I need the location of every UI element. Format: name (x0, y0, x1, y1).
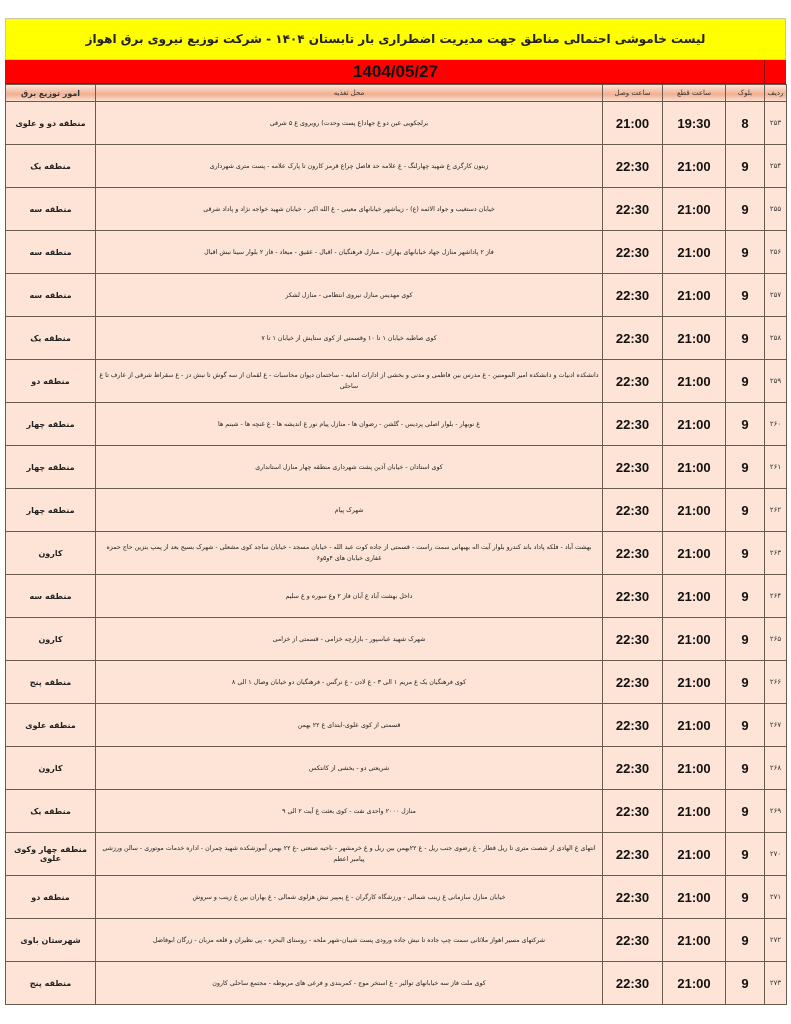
table-row (6, 231, 787, 274)
row-index: ۲۷۱ (765, 876, 787, 919)
row-cut-time: 21:00 (663, 790, 726, 833)
row-block: 9 (726, 704, 765, 747)
row-region: کارون (6, 618, 96, 661)
table-row (6, 876, 787, 919)
row-cut-time: 21:00 (663, 962, 726, 1005)
row-index: ۲۵۶ (765, 231, 787, 274)
row-feed-area: کوی استادان - خیابان آذین پشت شهرداری منطقه چهار منازل استانداری (96, 446, 603, 489)
row-cut-time: 21:00 (663, 403, 726, 446)
date-band (5, 60, 786, 84)
row-cut-time: 21:00 (663, 360, 726, 403)
row-block: 9 (726, 618, 765, 661)
row-index: ۲۶۸ (765, 747, 787, 790)
row-restore-time: 22:30 (603, 919, 663, 962)
row-cut-time: 21:00 (663, 317, 726, 360)
row-block: 9 (726, 188, 765, 231)
row-feed-area: دانشکده ادبیات و دانشکده امیر المومنین - غ مدرس بین فاطمی و مدنی و بخشی از ادارات امانیه - ساختمان دیوان محاسبات - غ لقمان از سه گوش تا نبش دز - غ سقراط شرقی از عارف تا غ ساحلی (96, 360, 603, 403)
row-block: 9 (726, 747, 765, 790)
row-feed-area: شریعتی دو - بخشی از کانتکس (96, 747, 603, 790)
row-cut-time: 21:00 (663, 446, 726, 489)
row-block: 9 (726, 360, 765, 403)
row-index: ۲۶۵ (765, 618, 787, 661)
header-index: ردیف (765, 85, 787, 102)
table-row (6, 833, 787, 876)
row-index: ۲۵۴ (765, 145, 787, 188)
row-restore-time: 22:30 (603, 274, 663, 317)
title-band (5, 18, 786, 60)
row-feed-area: انتهای غ الهادی از شصت متری تا ریل قطار - غ رضوی جنب ریل - غ ۲۲بهمن بین ریل و غ خرمشهر - ناحیه صنعتی -غ ۲۲ بهمن آموزشکده شهید چمران - اداره خدمات موتوری - سالن ورزشی پیامبر اعظم (96, 833, 603, 876)
row-cut-time: 21:00 (663, 919, 726, 962)
row-feed-area: خیابان منازل سازمانی غ زینب شمالی - ورزشگاه کارگران - غ پمپیر نبش هزلوی شمالی - غ بهاران بین غ زینب و سروش (96, 876, 603, 919)
row-region: منطقه پنج (6, 962, 96, 1005)
row-restore-time: 22:30 (603, 446, 663, 489)
row-region: منطقه چهار وکوی علوی (6, 833, 96, 876)
row-cut-time: 21:00 (663, 704, 726, 747)
table-body (6, 102, 787, 1005)
schedule-date: 1404/05/27 (352, 61, 439, 81)
row-index: ۲۶۶ (765, 661, 787, 704)
table-row (6, 403, 787, 446)
outage-sheet (5, 18, 786, 1005)
row-feed-area: برلجکویی عین دو غ جهاد(غ پست وحدت) روبروی غ ۵ شرقی (96, 102, 603, 145)
table-row (6, 747, 787, 790)
row-index: ۲۵۷ (765, 274, 787, 317)
row-region: کارون (6, 532, 96, 575)
row-region: منطقه پنج (6, 661, 96, 704)
row-region: منطقه دو (6, 876, 96, 919)
row-index: ۲۷۳ (765, 962, 787, 1005)
row-index: ۲۶۹ (765, 790, 787, 833)
row-cut-time: 21:00 (663, 833, 726, 876)
header-block: بلوک (726, 85, 765, 102)
row-feed-area: کوی فرهنگیان یک غ مریم ۱ الی ۳ - غ لادن - غ نرگس - فرهنگیان دو خیابان وصال ۱ الی ۸ (96, 661, 603, 704)
table-row (6, 274, 787, 317)
row-block: 9 (726, 317, 765, 360)
table-row (6, 446, 787, 489)
row-cut-time: 21:00 (663, 145, 726, 188)
table-row (6, 919, 787, 962)
row-cut-time: 21:00 (663, 876, 726, 919)
row-block: 9 (726, 231, 765, 274)
row-index: ۲۶۰ (765, 403, 787, 446)
row-cut-time: 21:00 (663, 231, 726, 274)
row-cut-time: 21:00 (663, 661, 726, 704)
row-cut-time: 21:00 (663, 618, 726, 661)
page-title: لیست خاموشی احتمالی مناطق جهت مدیریت اضطراری بار تابستان ۱۴۰۴ - شرکت توزیع نیروی برق اهواز (85, 32, 706, 46)
row-region: منطقه سه (6, 231, 96, 274)
table-row (6, 575, 787, 618)
row-region: منطقه چهار (6, 489, 96, 532)
outage-table (5, 84, 787, 1005)
row-block: 9 (726, 876, 765, 919)
row-cut-time: 19:30 (663, 102, 726, 145)
row-restore-time: 22:30 (603, 575, 663, 618)
row-index: ۲۶۷ (765, 704, 787, 747)
row-restore-time: 22:30 (603, 876, 663, 919)
row-index: ۲۶۳ (765, 532, 787, 575)
row-index: ۲۶۴ (765, 575, 787, 618)
row-restore-time: 22:30 (603, 704, 663, 747)
row-feed-area: کوی مهدیس منازل نیروی انتظامی - منازل لشکر (96, 274, 603, 317)
row-feed-area: غ نوبهار - بلوار اصلی پردیس - گلشن - رضوان ها - منازل پیام نور غ اندیشه ها - غ غنچه ها - شبنم ها (96, 403, 603, 446)
row-feed-area: شهرک شهید عباسپور - بازارچه خزامی - قسمتی از خزامی (96, 618, 603, 661)
table-row (6, 962, 787, 1005)
row-restore-time: 22:30 (603, 403, 663, 446)
row-cut-time: 21:00 (663, 575, 726, 618)
row-feed-area: کوی ملت فاز سه خیابانهای توالیر - غ استخر موج - کمربندی و فرعی های مربوطه - مجتمع ساحلی کارون (96, 962, 603, 1005)
row-block: 9 (726, 532, 765, 575)
row-restore-time: 22:30 (603, 317, 663, 360)
row-region: کارون (6, 747, 96, 790)
row-region: منطقه سه (6, 188, 96, 231)
row-region: منطقه چهار (6, 446, 96, 489)
row-region: منطقه دو و علوی (6, 102, 96, 145)
table-row (6, 145, 787, 188)
header-region: امور توزیع برق (6, 85, 96, 102)
row-restore-time: 22:30 (603, 962, 663, 1005)
table-row (6, 489, 787, 532)
table-row (6, 317, 787, 360)
table-row (6, 661, 787, 704)
row-feed-area: قسمتی از کوی علوی-ابتدای غ ۲۲ بهمن (96, 704, 603, 747)
row-region: منطقه یک (6, 145, 96, 188)
row-index: ۲۵۹ (765, 360, 787, 403)
row-index: ۲۶۲ (765, 489, 787, 532)
row-block: 9 (726, 962, 765, 1005)
row-feed-area: شرکتهای مسیر اهواز ملاثانی سمت چپ جاده تا نبش جاده ورودی پست شیبان-شهر ملحه - روستای البحره - پی نظیران و قلعه مزبان - زرگان ابوفاضل (96, 919, 603, 962)
row-restore-time: 22:30 (603, 145, 663, 188)
row-index: ۲۵۵ (765, 188, 787, 231)
row-block: 9 (726, 790, 765, 833)
row-block: 9 (726, 833, 765, 876)
row-block: 9 (726, 575, 765, 618)
table-header-row (6, 85, 787, 102)
row-restore-time: 22:30 (603, 489, 663, 532)
row-region: منطقه دو (6, 360, 96, 403)
table-row (6, 360, 787, 403)
row-index: ۲۷۲ (765, 919, 787, 962)
table-row (6, 188, 787, 231)
row-index: ۲۶۱ (765, 446, 787, 489)
row-region: منطقه یک (6, 317, 96, 360)
table-row (6, 532, 787, 575)
row-region: منطقه سه (6, 274, 96, 317)
row-block: 9 (726, 274, 765, 317)
table-row (6, 704, 787, 747)
date-band-corner-cell (764, 60, 786, 83)
row-block: 9 (726, 446, 765, 489)
row-block: 9 (726, 403, 765, 446)
row-cut-time: 21:00 (663, 274, 726, 317)
row-cut-time: 21:00 (663, 532, 726, 575)
row-block: 9 (726, 489, 765, 532)
table-row (6, 102, 787, 145)
row-block: 9 (726, 661, 765, 704)
row-region: منطقه سه (6, 575, 96, 618)
row-restore-time: 22:30 (603, 833, 663, 876)
row-region: منطقه یک (6, 790, 96, 833)
row-region: شهرستان باوی (6, 919, 96, 962)
row-region: منطقه علوی (6, 704, 96, 747)
row-feed-area: منازل ۲۰۰۰ واحدی نفت - کوی بعثت غ آیت ۲ الی ۹ (96, 790, 603, 833)
row-restore-time: 22:30 (603, 532, 663, 575)
row-feed-area: زیتون کارگری غ شهید چهارلنگ - غ علامه حد فاصل چراغ قرمز کارون تا پارک علامه - پست متری شهرداری (96, 145, 603, 188)
row-index: ۲۵۸ (765, 317, 787, 360)
row-restore-time: 22:30 (603, 618, 663, 661)
row-region: منطقه چهار (6, 403, 96, 446)
row-cut-time: 21:00 (663, 489, 726, 532)
header-cut-time: ساعت قطع (663, 85, 726, 102)
row-block: 8 (726, 102, 765, 145)
header-restore-time: ساعت وصل (603, 85, 663, 102)
row-feed-area: خیابان دستغیب و جواد الائمه (ع) - زیباشهر خیابانهای معینی - غ الله اکبر - خیابان شهید خواجه نژاد و پاداد شرقی (96, 188, 603, 231)
header-feed-area: محل تغذیه (96, 85, 603, 102)
table-row (6, 618, 787, 661)
row-restore-time: 22:30 (603, 661, 663, 704)
row-feed-area: بهشت آباد - فلکه پاداد باند کندرو بلوار آیت اله بهبهانی سمت راست - قسمتی از جاده کوت عبد الله - خیابان مسجد - خیابان ساجد کوی مشعلی - شهرک بسیج بعد از پمپ بنزین حاج حمزه غفاری خیابان های ۴و۵و۶ (96, 532, 603, 575)
row-cut-time: 21:00 (663, 188, 726, 231)
row-feed-area: کوی صاطبه خیابان ۱ تا ۱۰ وقسمتی از کوی ستایش از خیابان ۱ تا ۷ (96, 317, 603, 360)
row-index: ۲۵۳ (765, 102, 787, 145)
row-index: ۲۷۰ (765, 833, 787, 876)
row-cut-time: 21:00 (663, 747, 726, 790)
row-feed-area: داخل بهشت آباد غ آبان فاز ۲ وغ سوره و غ سلیم (96, 575, 603, 618)
row-restore-time: 22:30 (603, 188, 663, 231)
row-restore-time: 22:30 (603, 790, 663, 833)
row-feed-area: شهرک پیام (96, 489, 603, 532)
row-block: 9 (726, 145, 765, 188)
row-restore-time: 22:30 (603, 747, 663, 790)
table-row (6, 790, 787, 833)
row-restore-time: 21:00 (603, 102, 663, 145)
row-block: 9 (726, 919, 765, 962)
row-feed-area: فاز ۲ پاداشهر منازل جهاد خیابانهای بهاران - منازل فرهنگیان - اقبال - عقیق - میعاد - فاز ۲ بلوار سینا نبش اقبال (96, 231, 603, 274)
row-restore-time: 22:30 (603, 360, 663, 403)
row-restore-time: 22:30 (603, 231, 663, 274)
